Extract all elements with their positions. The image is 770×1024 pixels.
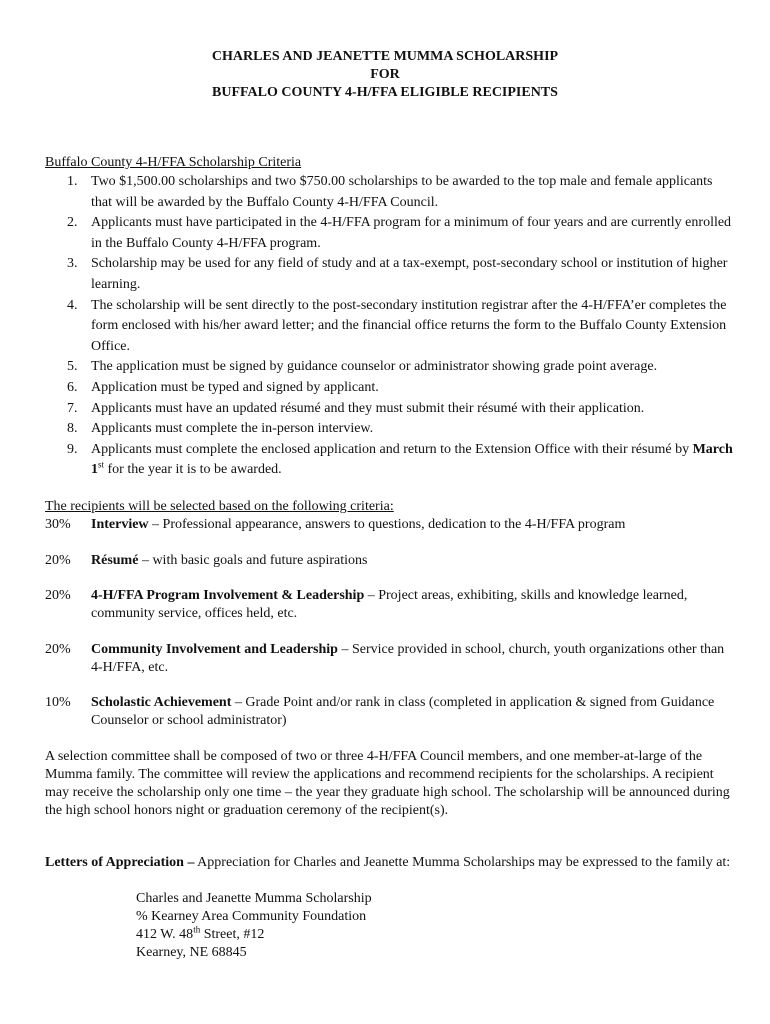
- list-text: The scholarship will be sent directly to the post-secondary institution registrar after the 4-H/FFA’er completes the form enclosed with his/her award letter; and the financial office returns the form to the Buffalo County Extension Office.: [91, 297, 727, 354]
- committee-paragraph: A selection committee shall be composed of two or three 4-H/FFA Council members, and one member-at-large of the Mumma family. The committee will review the applications and recommend recipients for the scholarships. A recipient may receive the scholarship only one time – the year they graduate high school. The scholarship will be announced during the high school honors night or graduation ceremony of the recipient(s).: [45, 749, 730, 818]
- address-street-number: 412 W. 48: [136, 927, 194, 942]
- list-item: [45, 172, 735, 213]
- deadline-text-after: for the year it is to be awarded.: [104, 462, 282, 478]
- weight-item-program-leadership: [45, 587, 735, 623]
- criteria-heading: Buffalo County 4-H/FFA Scholarship Criteria: [45, 155, 302, 170]
- weight-label: Scholastic Achievement: [91, 695, 232, 710]
- weight-label: 4-H/FFA Program Involvement & Leadership: [91, 588, 365, 603]
- weight-description: – Professional appearance, answers to questions, dedication to the 4-H/FFA program: [148, 517, 626, 532]
- list-text: Applicants must have participated in the 4-H/FFA program for a minimum of four years and are currently enrolled in the Buffalo County 4-H/FFA program.: [91, 215, 732, 251]
- address-line-3: [136, 926, 264, 944]
- list-number: 8.: [67, 421, 78, 437]
- list-item: [45, 399, 735, 420]
- weight-percent: 20%: [45, 553, 71, 568]
- weight-description: – Grade Point and/or rank in class (completed in application & signed from Guidance Counselor or school administrator): [91, 695, 715, 728]
- weight-label: Community Involvement and Leadership: [91, 642, 338, 657]
- letters-label: Letters of Appreciation –: [45, 855, 195, 870]
- address-ordinal-suffix: th: [193, 924, 201, 935]
- weight-body: [91, 694, 735, 730]
- list-number: 9.: [67, 441, 78, 457]
- deadline-text-before: Applicants must complete the enclosed application and return to the Extension Office with their résumé by: [91, 441, 693, 457]
- letters-text: Appreciation for Charles and Jeanette Mumma Scholarships may be expressed to the family at:: [194, 855, 731, 870]
- weight-item-scholastic-achievement: [45, 694, 735, 730]
- list-item: [45, 296, 735, 358]
- weight-percent: 10%: [45, 695, 71, 710]
- list-item: [45, 440, 735, 481]
- address-line-2: % Kearney Area Community Foundation: [136, 909, 367, 924]
- weight-description: – with basic goals and future aspirations: [138, 553, 368, 568]
- address-line-4: Kearney, NE 68845: [136, 945, 247, 960]
- list-text: Application must be typed and signed by applicant.: [91, 379, 379, 395]
- list-number: 4.: [67, 297, 78, 313]
- list-text: Scholarship may be used for any field of study and at a tax-exempt, post-secondary school or institution of higher learning.: [91, 256, 728, 292]
- letters-paragraph: [45, 854, 735, 872]
- weight-label: Interview: [91, 517, 149, 532]
- weight-label: Résumé: [91, 553, 139, 568]
- address-street-rest: Street, #12: [200, 927, 265, 942]
- list-item: [45, 357, 735, 378]
- deadline-date-suffix: st: [98, 459, 105, 470]
- list-text: Applicants must have an updated résumé and they must submit their résumé with their application.: [91, 400, 645, 416]
- list-text: [91, 440, 735, 481]
- document-title-line-2: FOR: [370, 67, 400, 82]
- selection-heading: The recipients will be selected based on the following criteria:: [45, 499, 394, 514]
- weight-body: [91, 641, 735, 677]
- weight-body: [91, 587, 735, 623]
- list-item: [45, 254, 735, 295]
- weight-description: – Project areas, exhibiting, skills and knowledge learned, community service, offices held, etc.: [91, 588, 688, 621]
- list-text: Applicants must complete the in-person interview.: [91, 421, 374, 437]
- list-item: [45, 378, 735, 399]
- list-item: [45, 213, 735, 254]
- weight-item-resume: [45, 552, 735, 570]
- address-line-1: Charles and Jeanette Mumma Scholarship: [136, 891, 372, 906]
- list-number: 2.: [67, 215, 78, 231]
- weight-item-interview: [45, 516, 735, 534]
- weight-percent: 20%: [45, 588, 71, 603]
- weight-item-community-leadership: [45, 641, 735, 677]
- list-number: 5.: [67, 359, 78, 375]
- document-title-line-3: BUFFALO COUNTY 4-H/FFA ELIGIBLE RECIPIENTS: [212, 85, 558, 100]
- criteria-list: [45, 172, 735, 481]
- weight-body: [91, 552, 735, 570]
- list-text: Two $1,500.00 scholarships and two $750.00 scholarships to be awarded to the top male and female applicants that will be awarded by the Buffalo County 4-H/FFA Council.: [91, 174, 713, 210]
- list-number: 3.: [67, 256, 78, 272]
- list-number: 6.: [67, 379, 78, 395]
- weight-body: [91, 516, 735, 534]
- list-text: The application must be signed by guidance counselor or administrator showing grade point average.: [91, 359, 658, 375]
- weight-percent: 20%: [45, 642, 71, 657]
- deadline-date: March 1: [91, 441, 733, 478]
- list-number: 1.: [67, 174, 78, 189]
- list-number: 7.: [67, 400, 78, 416]
- weight-description: – Service provided in school, church, youth organizations other than 4-H/FFA, etc.: [91, 642, 725, 675]
- document-title-line-1: CHARLES AND JEANETTE MUMMA SCHOLARSHIP: [211, 49, 559, 64]
- weight-percent: 30%: [45, 517, 71, 532]
- list-item: [45, 419, 735, 440]
